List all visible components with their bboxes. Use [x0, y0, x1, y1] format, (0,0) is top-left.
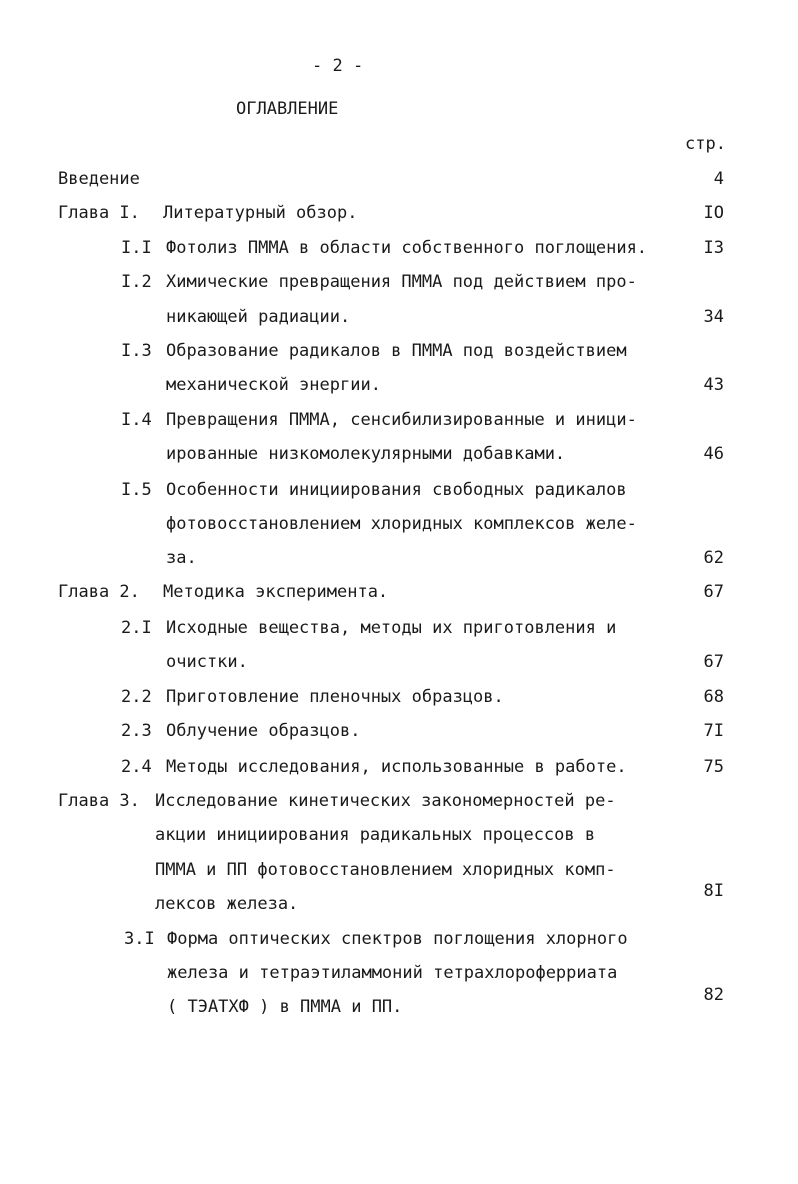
- entry-title-line: Форма оптических спектров поглощения хлорного: [167, 929, 628, 949]
- entry-number: I.4: [121, 410, 152, 430]
- entry-page: 43: [703, 375, 724, 395]
- entry-title-line: никающей радиации.: [166, 307, 351, 327]
- entry-title-line: железа и тетраэтиламмоний тетрахлороферриата: [167, 963, 618, 983]
- entry-title-line: акции инициирования радикальных процессов в: [155, 825, 596, 845]
- entry-page: 7I: [703, 721, 724, 741]
- entry-title-line: Исходные вещества, методы их приготовления и: [166, 618, 617, 638]
- entry-page: 62: [703, 548, 724, 568]
- entry-title-line: Исследование кинетических закономерностей ре-: [155, 791, 616, 811]
- entry-number: 2.I: [121, 618, 152, 638]
- entry-page: 67: [703, 652, 724, 672]
- entry-title-line: ( ТЭАТХФ ) в ПММА и ПП.: [167, 997, 403, 1017]
- entry-number: 2.4: [121, 757, 152, 777]
- toc-title: ОГЛАВЛЕНИЕ: [236, 99, 339, 119]
- entry-number: I.I: [121, 238, 152, 258]
- entry-title-line: Образование радикалов в ПММА под воздействием: [166, 341, 627, 361]
- entry-title-line: лексов железа.: [155, 894, 299, 914]
- entry-title-line: фотовосстановлением хлоридных комплексов желе-: [166, 514, 637, 534]
- entry-number: 2.3: [121, 721, 152, 741]
- entry-page: 68: [703, 687, 724, 707]
- entry-title: Литературный обзор.: [163, 203, 358, 223]
- entry-title-line: ированные низкомолекулярными добавками.: [166, 444, 566, 464]
- entry-title-line: за.: [166, 548, 197, 568]
- entry-title: Введение: [58, 169, 140, 189]
- entry-page: 8I: [703, 881, 724, 901]
- entry-page: 4: [713, 169, 724, 189]
- page-number: - 2 -: [312, 56, 364, 76]
- entry-page: IO: [703, 203, 724, 223]
- entry-number: I.2: [121, 272, 152, 292]
- entry-title: Приготовление пленочных образцов.: [166, 687, 504, 707]
- entry-title-line: Химические превращения ПММА под действием про-: [166, 272, 637, 292]
- entry-page: I3: [703, 238, 724, 258]
- entry-number: Глава 3.: [58, 791, 140, 811]
- entry-title-line: ПММА и ПП фотовосстановлением хлоридных комп-: [155, 860, 616, 880]
- entry-title-line: очистки.: [166, 652, 248, 672]
- entry-number: 2.2: [121, 687, 152, 707]
- entry-title-line: Превращения ПММА, сенсибилизированные и иници-: [166, 410, 637, 430]
- entry-page: 82: [703, 985, 724, 1005]
- entry-title: Фотолиз ПММА в области собственного поглощения.: [166, 238, 648, 258]
- entry-number: Глава I.: [58, 203, 140, 223]
- entry-page: 67: [703, 582, 724, 602]
- entry-title: Методы исследования, использованные в работе.: [166, 757, 627, 777]
- entry-number: Глава 2.: [58, 582, 140, 602]
- entry-number: 3.I: [124, 929, 155, 949]
- entry-page: 34: [703, 307, 724, 327]
- entry-title-line: Особенности инициирования свободных радикалов: [166, 480, 627, 500]
- entry-page: 46: [703, 444, 724, 464]
- page-column-header: стр.: [685, 134, 726, 154]
- entry-title: Облучение образцов.: [166, 721, 361, 741]
- entry-number: I.3: [121, 341, 152, 361]
- entry-title: Методика эксперимента.: [163, 582, 389, 602]
- entry-page: 75: [703, 757, 724, 777]
- entry-title-line: механической энергии.: [166, 375, 381, 395]
- entry-number: I.5: [121, 480, 152, 500]
